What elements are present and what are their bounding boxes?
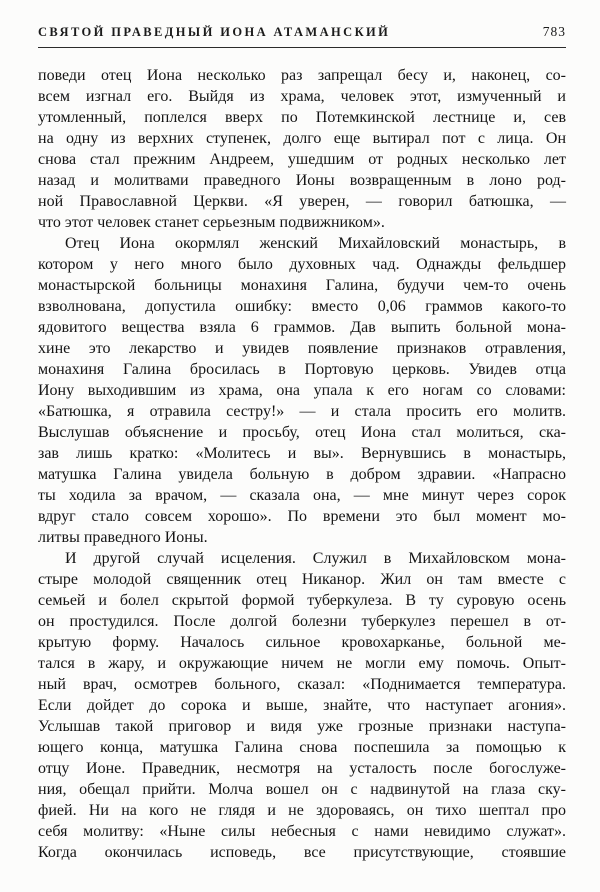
text-line: отцу Ионе. Праведник, несмотря на усталость после богослуже- [38,760,566,777]
text-line: Отец Иона окормлял женский Михайловский монастырь, в [65,235,566,252]
text-line: крытую форму. Началось сильное кровохарканье, больной ме- [38,634,566,651]
text-line: себя молитву: «Ныне силы небесныя с нами невидимо служат». [38,823,566,840]
paragraph [38,548,566,863]
text-line: И другой случай исцеления. Служил в Михайловском мона- [65,550,566,567]
running-head-title: СВЯТОЙ ПРАВЕДНЫЙ ИОНА АТАМАНСКИЙ [38,25,391,39]
text-line: монахиня Галина бросилась в Портовую церковь. Увидев отца [38,361,566,378]
text-line: на одну из верхних ступенек, долго еще вытирал пот с лица. Он [38,130,566,147]
paragraph [38,233,566,548]
text-line: Выслушав объяснение и просьбу, отец Иона стал молиться, ска- [38,424,566,441]
text-line: ный врач, осмотрев больного, сказал: «Поднимается температура. [38,676,566,693]
running-head [38,24,566,48]
text-line: ядовитого вещества взяла 6 граммов. Дав выпить больной мона- [38,319,566,336]
text-line: всем изгнал его. Выйдя из храма, человек этот, измученный и [38,88,566,105]
text-line: семьей и болел скрытой формой туберкулеза. В ту суровую осень [38,592,566,609]
text-line: взволнована, допустила ошибку: вместо 0,06 граммов какого-то [38,298,566,315]
text-line: он простудился. После долгой болезни туберкулез перешел в от- [38,613,566,630]
text-line: утомленный, поплелся вверх по Потемкинской лестнице и, сев [38,109,566,126]
text-line: Когда окончилась исповедь, все присутствующие, стоявшие [38,844,566,861]
text-line: назад и молитвами праведного Ионы возвращенным в лоно род- [38,172,566,189]
text-line: литвы праведного Ионы. [38,529,208,546]
text-line: ты ходила за врачом, — сказала она, — мне минут через сорок [38,487,566,504]
text-line: тался в жару, и окружающие ничем не могли ему помочь. Опыт- [38,655,566,672]
text-line: Если дойдет до сорока и выше, знайте, что наступает агония». [38,697,566,714]
text-line: ющего конца, матушка Галина снова поспешила за помощью к [38,739,566,756]
page-number: 783 [542,24,566,39]
text-line: поведи отец Иона несколько раз запрещал бесу и, наконец, со- [38,67,566,84]
text-line: ной Православной Церкви. «Я уверен, — говорил батюшка, — [38,193,566,210]
text-line: стыре молодой священник отец Никанор. Жил он там вместе с [38,571,566,588]
text-line: вдруг стало совсем хорошо». По времени это был момент мо- [38,508,566,525]
text-line: фией. Ни на кого не глядя и не здороваясь, он тихо шептал про [38,802,566,819]
text-line: ния, обещал прийти. Молча вошел он с надвинутой на глаза ску- [38,781,566,798]
text-line: матушка Галина увидела больную в добром здравии. «Напрасно [38,466,566,483]
text-line: монастырской больницы монахиня Галина, будучи чем-то очень [38,277,566,294]
text-line: «Батюшка, я отравила сестру!» — и стала просить его молитв. [38,403,566,420]
text-line: хине это лекарство и увидев появление признаков отравления, [38,340,566,357]
text-line: снова стал прежним Андреем, ушедшим от родных несколько лет [38,151,566,168]
text-block [38,65,566,863]
text-line: зав лишь кратко: «Молитесь и вы». Вернувшись в монастырь, [38,445,566,462]
text-line: котором у него много было духовных чад. Однажды фельдшер [38,256,566,273]
text-line: Иону выходившим из храма, она упала к его ногам со словами: [38,382,566,399]
text-line: Услышав такой приговор и видя уже грозные признаки наступа- [38,718,566,735]
paragraph [38,65,566,233]
text-line: что этот человек станет серьезным подвижником». [38,214,385,231]
